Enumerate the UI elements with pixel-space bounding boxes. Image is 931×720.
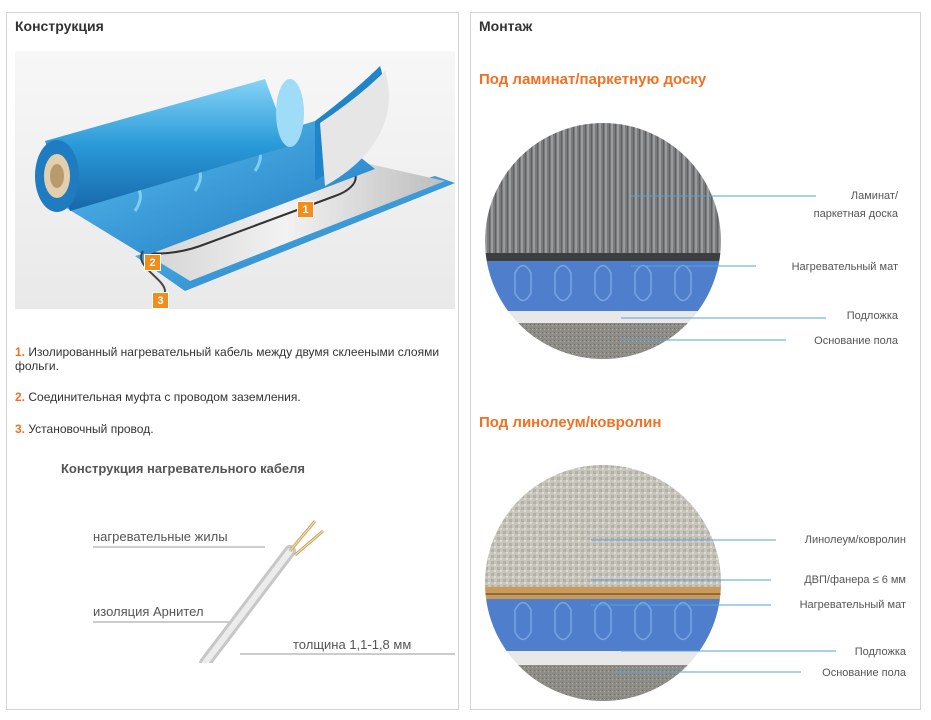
item-text: Соединительная муфта с проводом заземления. (28, 390, 301, 404)
item-number: 3. (15, 422, 26, 436)
item-text: Установочный провод. (28, 422, 154, 436)
construction-title: Конструкция (15, 18, 104, 34)
list-item (15, 345, 445, 373)
label-subfloor: Основание пола (814, 335, 898, 347)
label-heating-mat: Нагревательный мат (791, 261, 898, 273)
badge-3: 3 (152, 292, 169, 309)
construction-panel (6, 12, 459, 710)
label-subfloor-2: Основание пола (822, 667, 906, 679)
label-laminate-line2: паркетная доска (813, 208, 898, 220)
installation-title: Монтаж (479, 18, 533, 34)
item-text: Изолированный нагревательный кабель между двумя склееными слоями фольги. (15, 345, 440, 373)
label-thickness: толщина 1,1-1,8 мм (293, 637, 412, 652)
linoleum-heading: Под линолеум/ковролин (479, 414, 662, 431)
label-heating-cores: нагревательные жилы (93, 529, 228, 544)
item-number: 1. (15, 345, 26, 359)
item-number: 2. (15, 390, 26, 404)
badge-1: 1 (297, 201, 314, 218)
laminate-heading: Под ламинат/паркетную доску (479, 71, 707, 88)
installation-panel (470, 12, 921, 710)
label-laminate-line1: Ламинат/ (850, 190, 898, 202)
list-item (15, 422, 445, 436)
cable-diagram-title: Конструкция нагревательного кабеля (61, 461, 306, 476)
label-insulation: изоляция Арнител (93, 604, 204, 619)
label-underlay: Подложка (846, 310, 898, 322)
heating-mat-illustration (15, 51, 455, 309)
cable-diagram (15, 451, 455, 663)
label-underlay-2: Подложка (854, 646, 906, 658)
label-fiberboard: ДВП/фанера ≤ 6 мм (804, 574, 906, 586)
badge-2: 2 (144, 254, 161, 271)
list-item (15, 390, 445, 404)
label-linoleum: Линолеум/ковролин (804, 534, 906, 546)
label-heating-mat-2: Нагревательный мат (799, 599, 906, 611)
